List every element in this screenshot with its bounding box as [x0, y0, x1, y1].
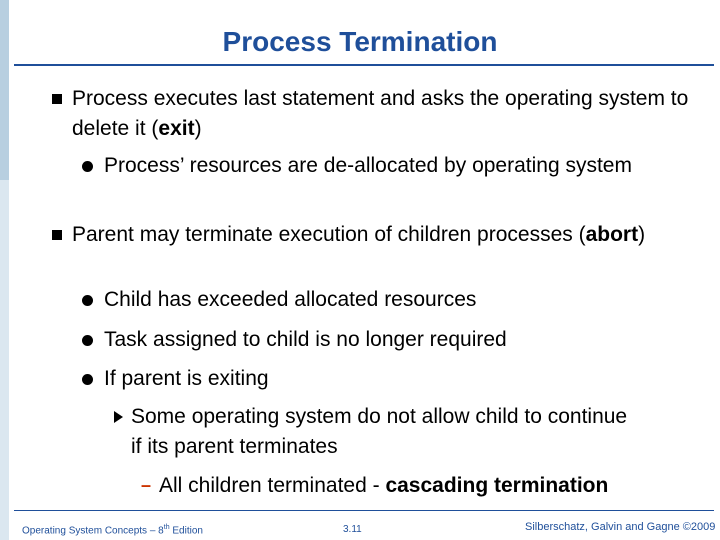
round-bullet-icon: [82, 161, 93, 172]
title-underline: [14, 64, 714, 66]
square-bullet-icon: [52, 230, 62, 240]
bullet-1-sub-1: Process’ resources are de-allocated by operating system: [104, 154, 632, 177]
footer-book-suffix: Edition: [169, 525, 203, 537]
bullet-1: [72, 84, 692, 144]
triangle-bullet-icon: [114, 411, 123, 423]
bullet-2-sub-1: Child has exceeded allocated resources: [104, 288, 477, 311]
cascade-text: All children terminated -: [159, 474, 386, 497]
bullet-1-text: Process executes last statement and asks the operating system to delete it (: [72, 87, 689, 140]
footer-book-title: [22, 524, 203, 536]
square-bullet-icon: [52, 94, 62, 104]
bullet-2-sub-2: Task assigned to child is no longer required: [104, 328, 507, 351]
round-bullet-icon: [82, 335, 93, 346]
bullet-2-text: Parent may terminate execution of children processes (: [72, 223, 586, 246]
bullet-1-tail: ): [194, 117, 202, 140]
round-bullet-icon: [82, 295, 93, 306]
cascade-bold: cascading termination: [385, 474, 609, 497]
footer-page-number: 3.11: [343, 524, 362, 535]
dash-bullet-icon: –: [141, 475, 152, 495]
side-accent-bar-lower: [0, 180, 9, 540]
footer-rule: [14, 510, 714, 511]
footer-book-sup: th: [163, 524, 170, 531]
bullet-2-bold: abort: [585, 223, 639, 246]
footer-authors: Silberschatz, Galvin and Gagne ©2009: [525, 521, 716, 533]
bullet-1-bold: exit: [158, 117, 195, 140]
bullet-2-tail: ): [638, 223, 646, 246]
side-accent-bar: [0, 0, 9, 540]
slide-title: Process Termination: [222, 26, 498, 57]
bullet-2: [72, 220, 692, 250]
bullet-2-sub-3: If parent is exiting: [104, 367, 269, 390]
bullet-2-sub-3-sub-1-sub-1: [159, 471, 719, 501]
footer-book-prefix: Operating System Concepts – 8: [22, 525, 164, 537]
bullet-2-sub-3-sub-1: Some operating system do not allow child to continue if its parent terminates: [131, 405, 628, 458]
round-bullet-icon: [82, 374, 93, 385]
